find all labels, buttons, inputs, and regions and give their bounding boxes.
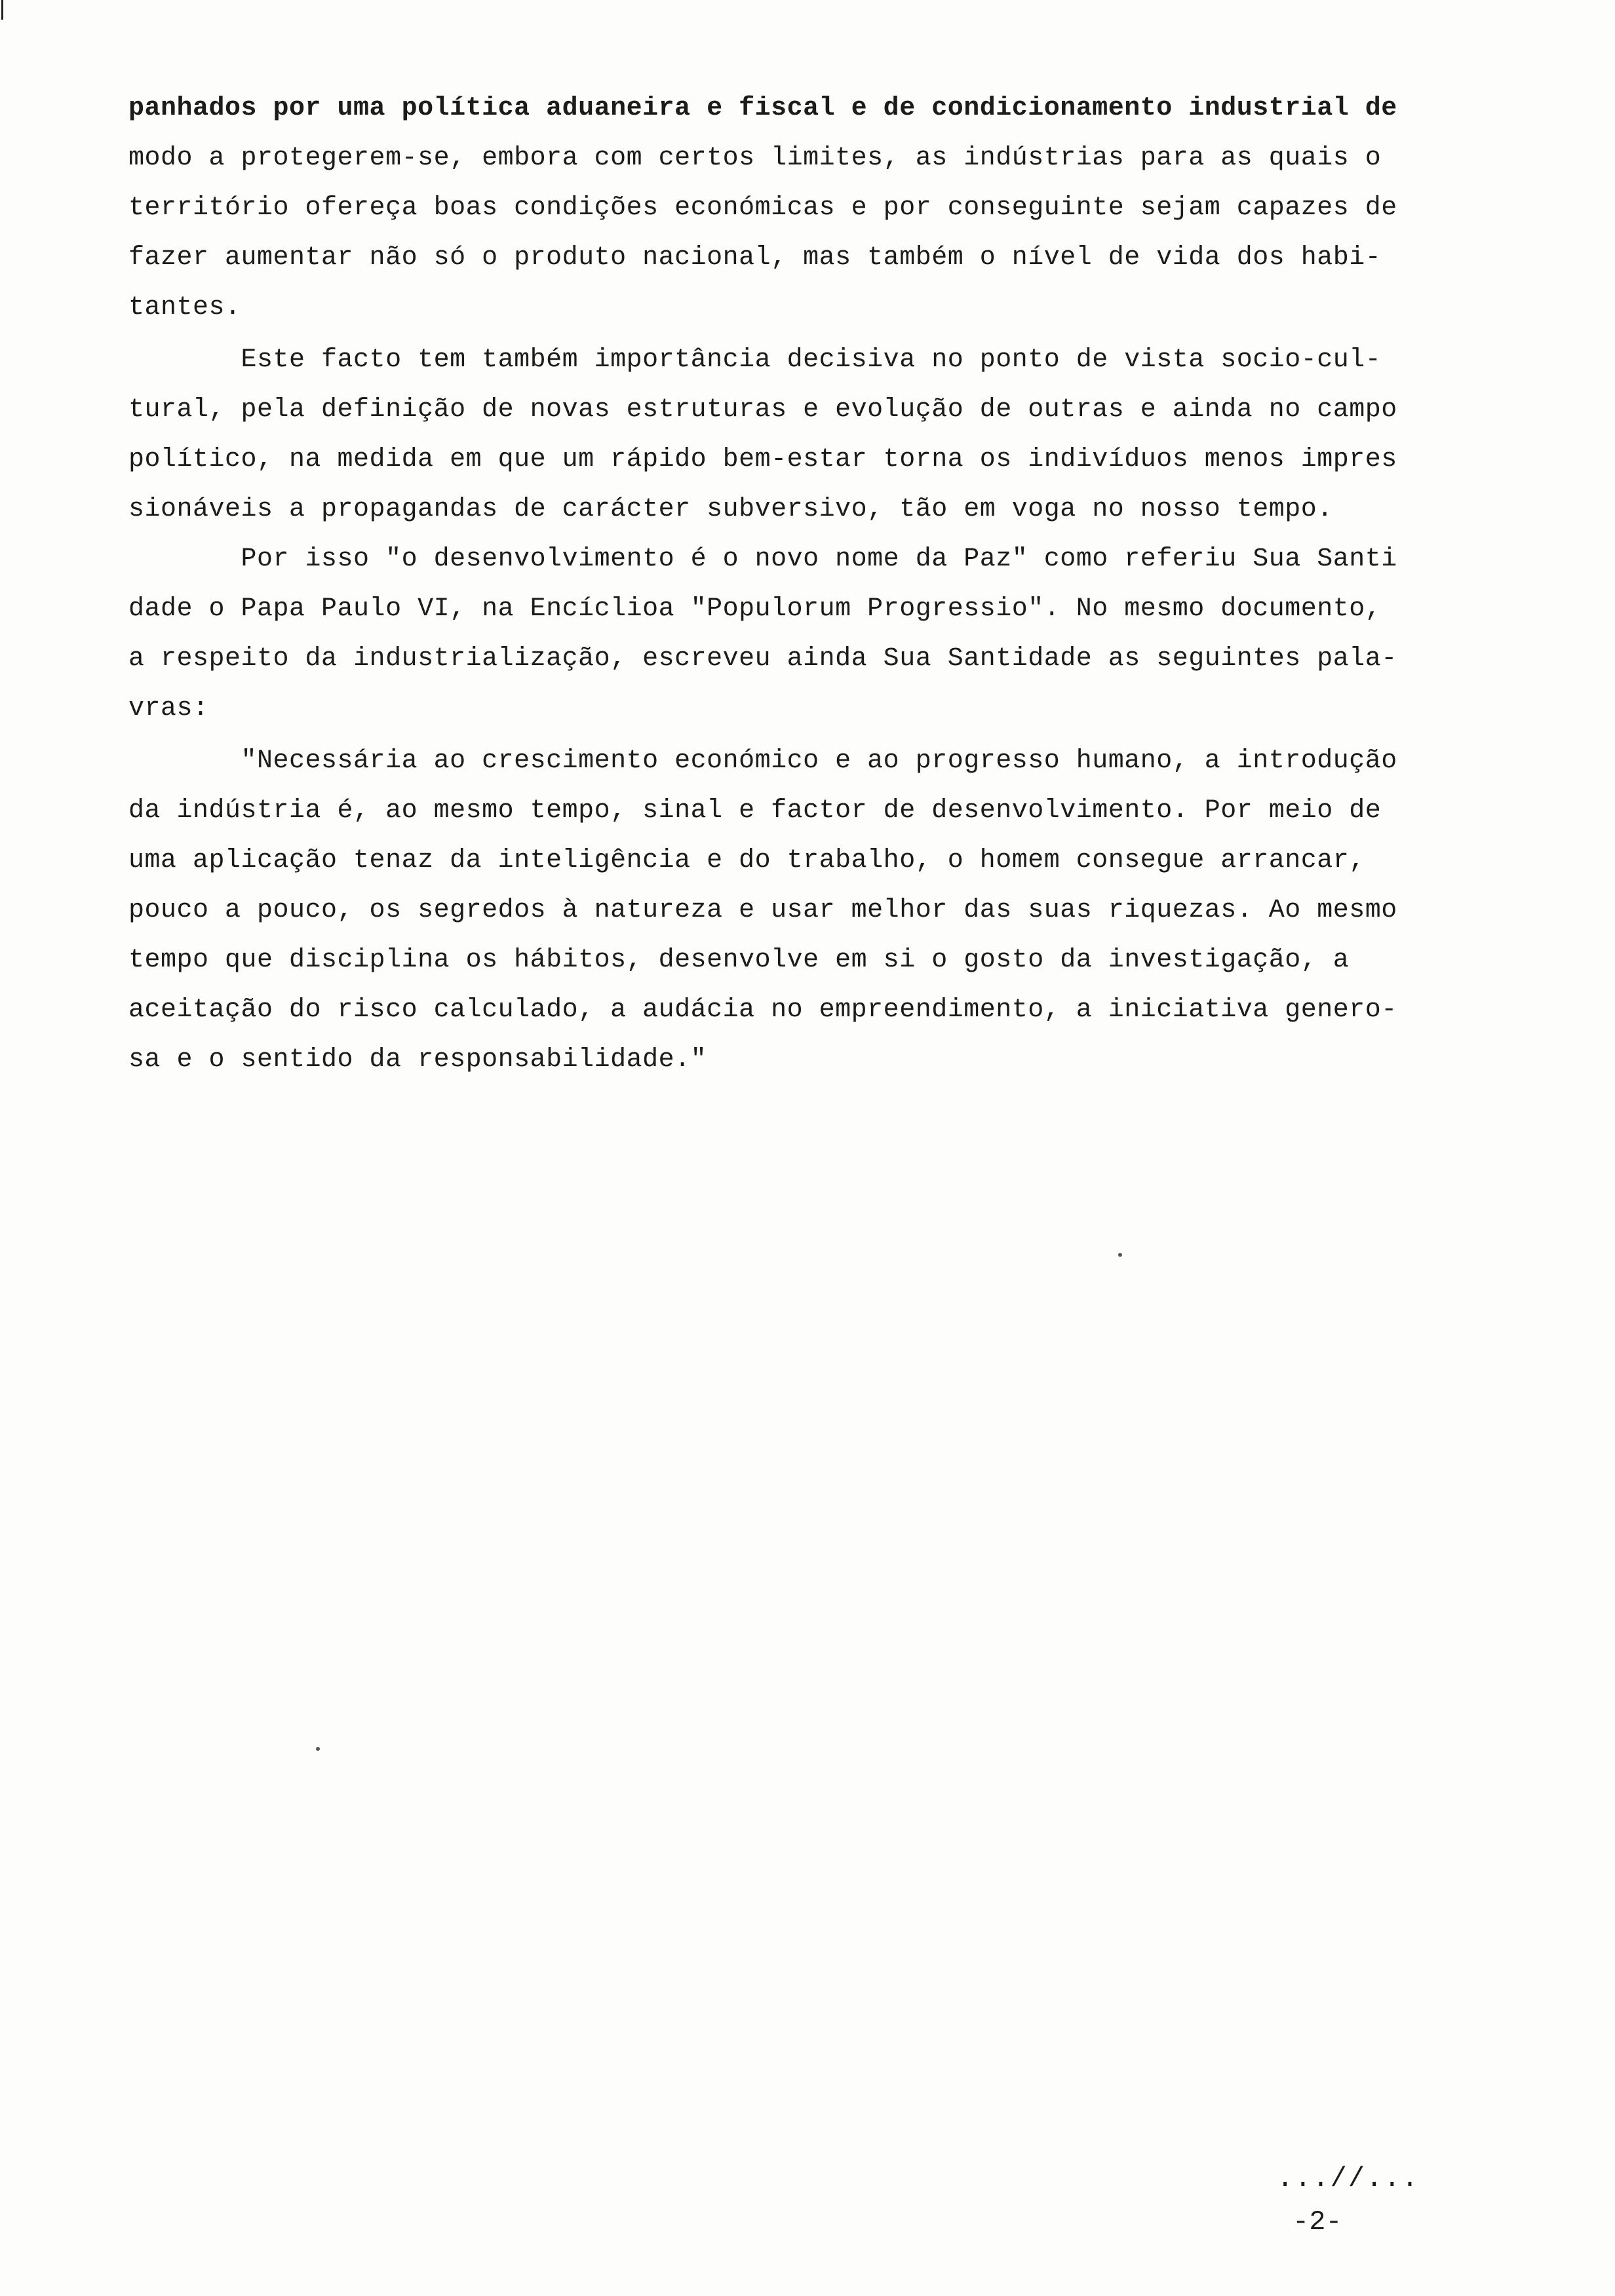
text-line: político, na medida em que um rápido bem-estar torna os indivíduos menos impres — [128, 445, 1397, 474]
text-line: da indústria é, ao mesmo tempo, sinal e factor de desenvolvimento. Por meio de — [128, 796, 1382, 826]
text-line: dade o Papa Paulo VI, na Encíclioa "Populorum Progressio". No mesmo documento, — [128, 594, 1382, 624]
scan-speck — [316, 1747, 320, 1751]
text-line: tural, pela definição de novas estruturas e evolução de outras e ainda no campo — [128, 395, 1397, 425]
text-line: tempo que disciplina os hábitos, desenvolve em si o gosto da investigação, a — [128, 946, 1350, 975]
text-line: sionáveis a propagandas de carácter subversivo, tão em voga no nosso tempo. — [128, 495, 1333, 524]
text-line: a respeito da industrialização, escreveu ainda Sua Santidade as seguintes pala- — [128, 644, 1397, 674]
text-line: panhados por uma política aduaneira e fiscal e de condicionamento industrial de — [128, 94, 1397, 123]
text-line: tantes. — [128, 293, 241, 322]
text-line: modo a protegerem-se, embora com certos limites, as indústrias para as quais o — [128, 144, 1382, 173]
text-line: Este facto tem também importância decisiva no ponto de vista socio-cul- — [128, 345, 1382, 375]
scan-speck — [1118, 1253, 1122, 1257]
text-line: fazer aumentar não só o produto nacional, mas também o nível de vida dos habi- — [128, 243, 1382, 273]
text-line: pouco a pouco, os segredos à natureza e usar melhor das suas riquezas. Ao mesmo — [128, 896, 1397, 925]
page-number: -2- — [1293, 2206, 1342, 2238]
text-line: "Necessária ao crescimento económico e ao progresso humano, a introdução — [128, 746, 1397, 776]
text-line: uma aplicação tenaz da inteligência e do trabalho, o homem consegue arrancar, — [128, 846, 1365, 875]
text-line: sa e o sentido da responsabilidade." — [128, 1045, 707, 1075]
text-line: vras: — [128, 694, 209, 723]
text-line: Por isso "o desenvolvimento é o novo nome da Paz" como referiu Sua Santi — [128, 545, 1397, 574]
text-line: território ofereça boas condições económicas e por conseguinte sejam capazes de — [128, 193, 1397, 223]
continuation-mark: ...//... — [1277, 2163, 1420, 2194]
scan-edge-mark — [1, 0, 3, 20]
text-line: aceitação do risco calculado, a audácia no empreendimento, a iniciativa genero- — [128, 995, 1397, 1025]
